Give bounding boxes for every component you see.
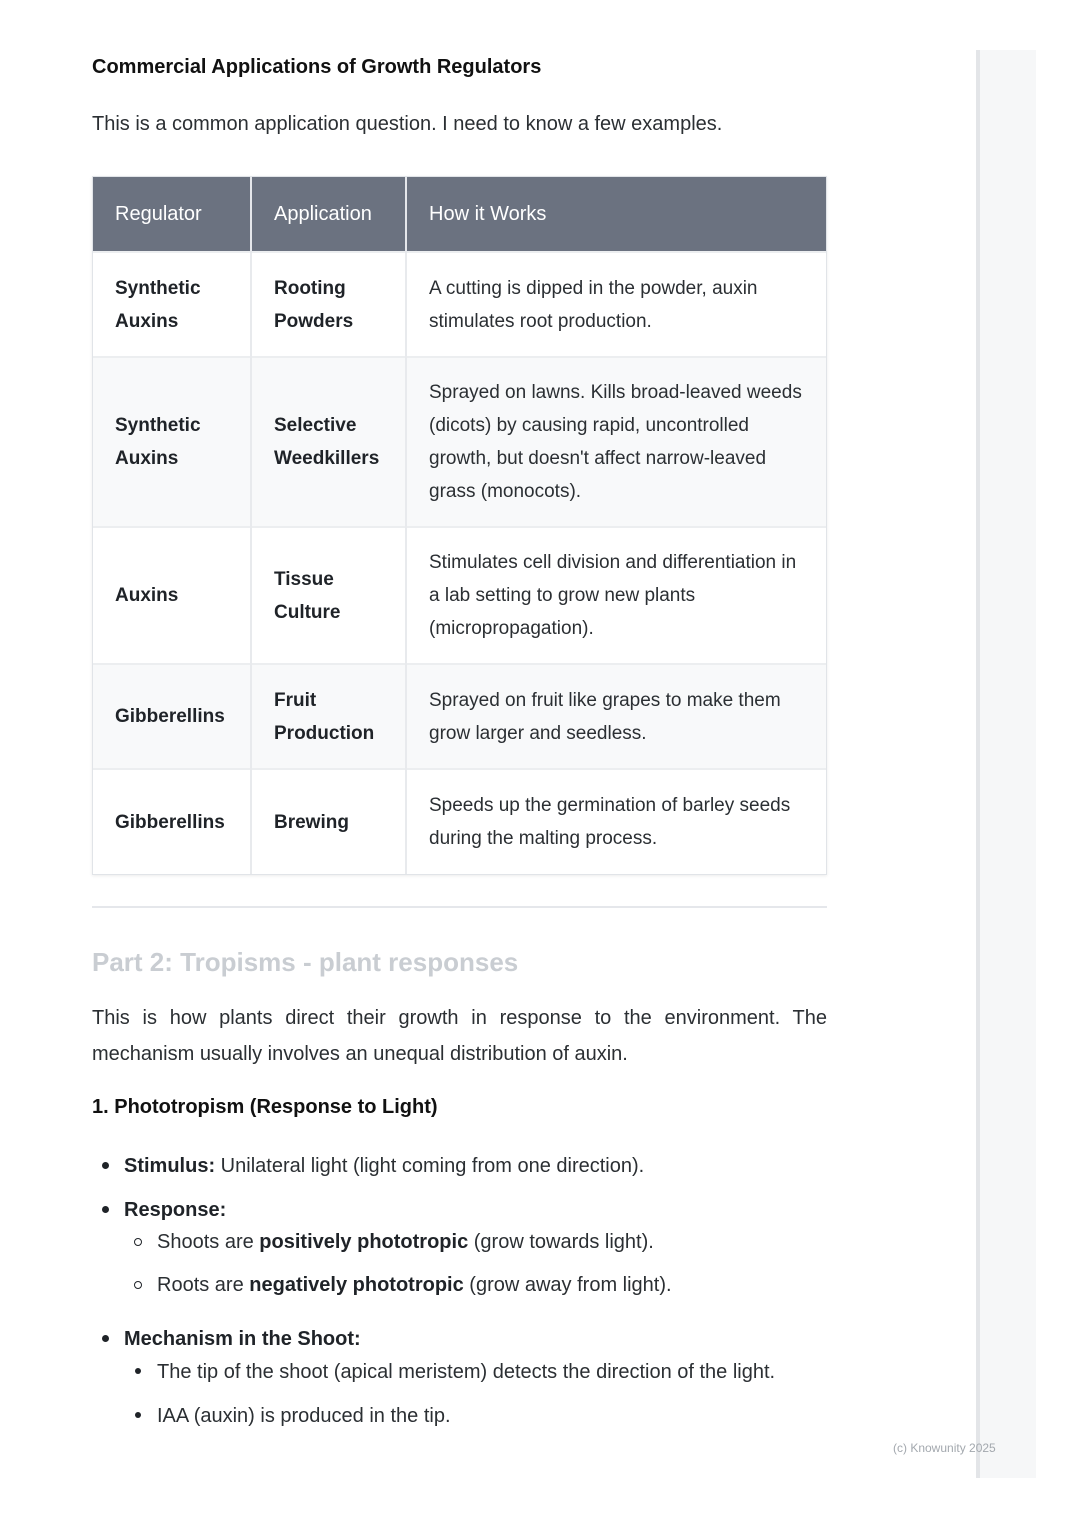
cell-application: Selective Weedkillers — [251, 357, 406, 527]
circle-bullet-icon — [134, 1281, 142, 1289]
section-heading: Commercial Applications of Growth Regulators — [92, 56, 542, 78]
table-row — [93, 769, 826, 874]
table-row — [93, 357, 826, 527]
cell-application: Fruit Production — [251, 664, 406, 769]
cell-how: Sprayed on fruit like grapes to make them grow larger and seedless. — [406, 664, 826, 769]
cell-application: Brewing — [251, 769, 406, 874]
response-text: (grow towards light). — [468, 1231, 654, 1253]
header-regulator: Regulator — [93, 177, 251, 252]
response-label: Response: — [124, 1199, 227, 1221]
response-text: Roots are — [157, 1274, 250, 1296]
table-header-row — [93, 177, 826, 252]
table-row — [93, 252, 826, 357]
cell-regulator: Synthetic Auxins — [93, 252, 251, 357]
section-divider — [92, 906, 827, 908]
part-intro: This is how plants direct their growth in response to the environment. The mechanism usually involves an unequal distribution of auxin. — [92, 1007, 827, 1065]
bullet-icon — [102, 1162, 109, 1169]
cell-how: Stimulates cell division and differentiation in a lab setting to grow new plants (micropropagation). — [406, 527, 826, 664]
cell-regulator: Auxins — [93, 527, 251, 664]
page-side-bar — [976, 50, 1036, 1478]
regulators-table — [92, 176, 827, 875]
cell-how: Speeds up the germination of barley seeds during the malting process. — [406, 769, 826, 874]
response-bold: negatively phototropic — [249, 1274, 464, 1296]
bullet-icon — [102, 1206, 109, 1213]
header-application: Application — [251, 177, 406, 252]
table-row — [93, 664, 826, 769]
bullet-icon — [135, 1368, 141, 1374]
cell-application: Rooting Powders — [251, 252, 406, 357]
cell-application: Tissue Culture — [251, 527, 406, 664]
cell-regulator: Synthetic Auxins — [93, 357, 251, 527]
bullet-icon — [102, 1335, 109, 1342]
table-row — [93, 527, 826, 664]
cell-how: A cutting is dipped in the powder, auxin stimulates root production. — [406, 252, 826, 357]
cell-regulator: Gibberellins — [93, 769, 251, 874]
stimulus-text: Unilateral light (light coming from one direction). — [215, 1155, 645, 1177]
response-text: Shoots are — [157, 1231, 260, 1253]
stimulus-label: Stimulus: — [124, 1155, 216, 1177]
response-bold: positively phototropic — [259, 1231, 469, 1253]
cell-regulator: Gibberellins — [93, 664, 251, 769]
mechanism-label: Mechanism in the Shoot: — [124, 1328, 361, 1350]
bullet-icon — [135, 1412, 141, 1418]
intro-text: This is a common application question. I need to know a few examples. — [92, 113, 723, 135]
mechanism-text: The tip of the shoot (apical meristem) detects the direction of the light. — [157, 1361, 776, 1383]
circle-bullet-icon — [134, 1238, 142, 1246]
mechanism-text: IAA (auxin) is produced in the tip. — [157, 1405, 451, 1427]
header-how-it-works: How it Works — [406, 177, 826, 252]
cell-how: Sprayed on lawns. Kills broad-leaved weeds (dicots) by causing rapid, uncontrolled growth, but doesn't affect narrow-leaved grass (monocots). — [406, 357, 826, 527]
phototropism-heading: 1. Phototropism (Response to Light) — [92, 1096, 438, 1118]
copyright-text: (c) Knowunity 2025 — [893, 1441, 996, 1455]
part-title: Part 2: Tropisms - plant responses — [92, 947, 519, 977]
response-text: (grow away from light). — [463, 1274, 672, 1296]
